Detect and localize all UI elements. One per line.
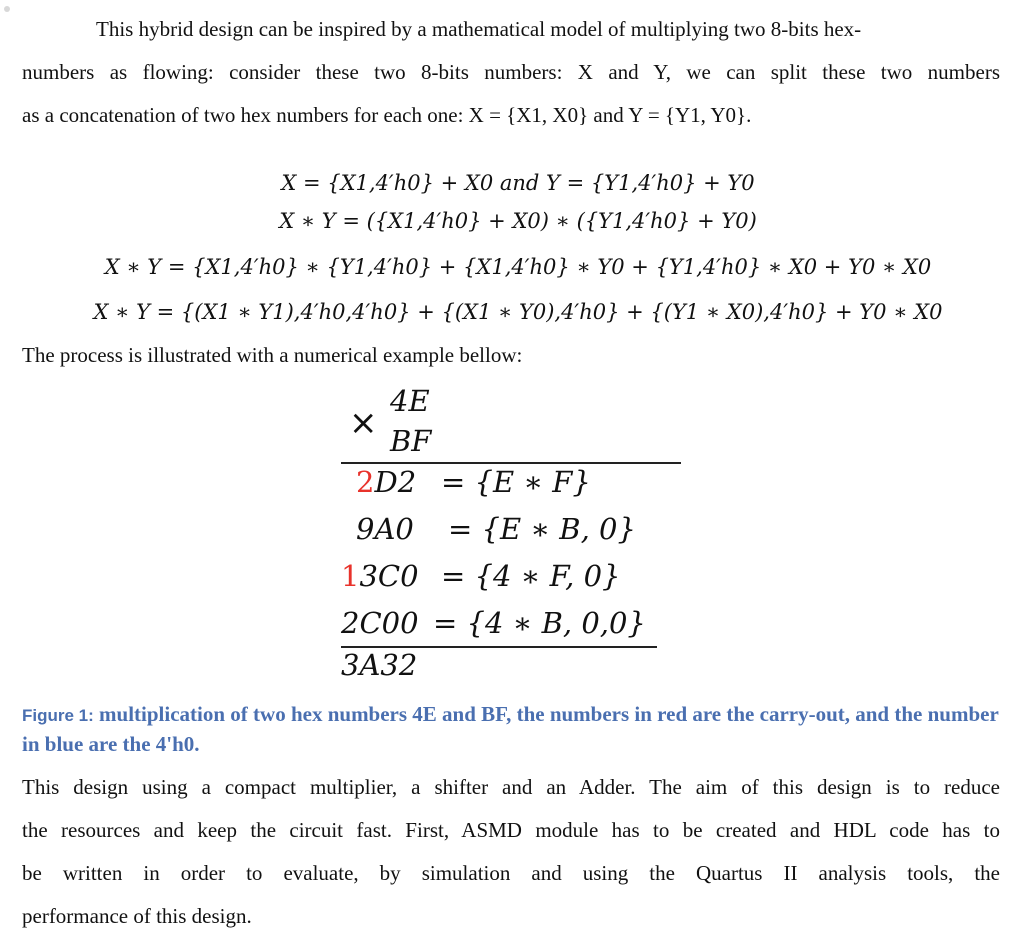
operand-rule <box>341 462 681 464</box>
design-line-3: be written in order to evaluate, by simulation and using the Quartus II analysis tools, the <box>22 861 1000 885</box>
partial-formula-2: = {E ∗ B, 0} <box>448 512 636 546</box>
partial-product-4 <box>341 606 419 640</box>
intro-paragraph <box>22 8 1000 137</box>
partial-formula-1: = {E ∗ F} <box>441 465 591 499</box>
margin-marker <box>4 6 10 12</box>
partial-value: 3C0 <box>359 559 419 593</box>
intro-line-1: This hybrid design can be inspired by a mathematical model of multiplying two 8-bits hex- <box>96 17 862 41</box>
intro-line-2: numbers as flowing: consider these two 8-bits numbers: X and Y, we can split these two numbers <box>22 60 1000 84</box>
figure-caption <box>22 700 1002 758</box>
intro-line-3: as a concatenation of two hex numbers for each one: X = {X1, X0} and Y = {Y1, Y0}. <box>22 103 752 127</box>
multiplier: BF <box>390 424 432 458</box>
design-line-2: the resources and keep the circuit fast. First, ASMD module has to be created and HDL code has to <box>22 818 1000 842</box>
caption-text: multiplication of two hex numbers 4E and BF, the numbers in red are the carry-out, and the number in blue are the 4'h0. <box>22 702 999 756</box>
partial-value: 9A0 <box>356 512 414 546</box>
equation-4: X ∗ Y = {(X1 ∗ Y1),4′h0,4′h0} + {(X1 ∗ Y0),4′h0} + {(Y1 ∗ X0),4′h0} + Y0 ∗ X0 <box>93 300 943 324</box>
design-paragraph <box>22 766 1000 938</box>
illustration-intro: The process is illustrated with a numerical example bellow: <box>22 343 523 367</box>
partial-value: D2 <box>374 465 417 499</box>
partial-product-3 <box>341 559 419 593</box>
equation-1: X = {X1,4′h0} + X0 and Y = {Y1,4′h0} + Y0 <box>281 171 755 195</box>
equation-3: X ∗ Y = {X1,4′h0} ∗ {Y1,4′h0} + {X1,4′h0} ∗ Y0 + {Y1,4′h0} ∗ X0 + Y0 ∗ X0 <box>104 255 932 279</box>
partial-product-2 <box>356 512 414 546</box>
design-line-4: performance of this design. <box>22 904 252 928</box>
partial-formula-3: = {4 ∗ F, 0} <box>441 559 621 593</box>
result: 3A32 <box>341 648 418 682</box>
carry-digit: 1 <box>341 559 360 593</box>
times-symbol: × <box>349 403 378 443</box>
partial-value: 2C00 <box>341 606 419 640</box>
equation-2: X ∗ Y = ({X1,4′h0} + X0) ∗ ({Y1,4′h0} + Y0) <box>279 209 757 233</box>
design-line-1: This design using a compact multiplier, a shifter and an Adder. The aim of this design is to reduce <box>22 775 1000 799</box>
multiplicand: 4E <box>390 384 430 418</box>
partial-product-1 <box>356 465 416 499</box>
partial-formula-4: = {4 ∗ B, 0,0} <box>433 606 646 640</box>
carry-digit: 2 <box>356 465 375 499</box>
caption-label: Figure 1: <box>22 706 94 725</box>
